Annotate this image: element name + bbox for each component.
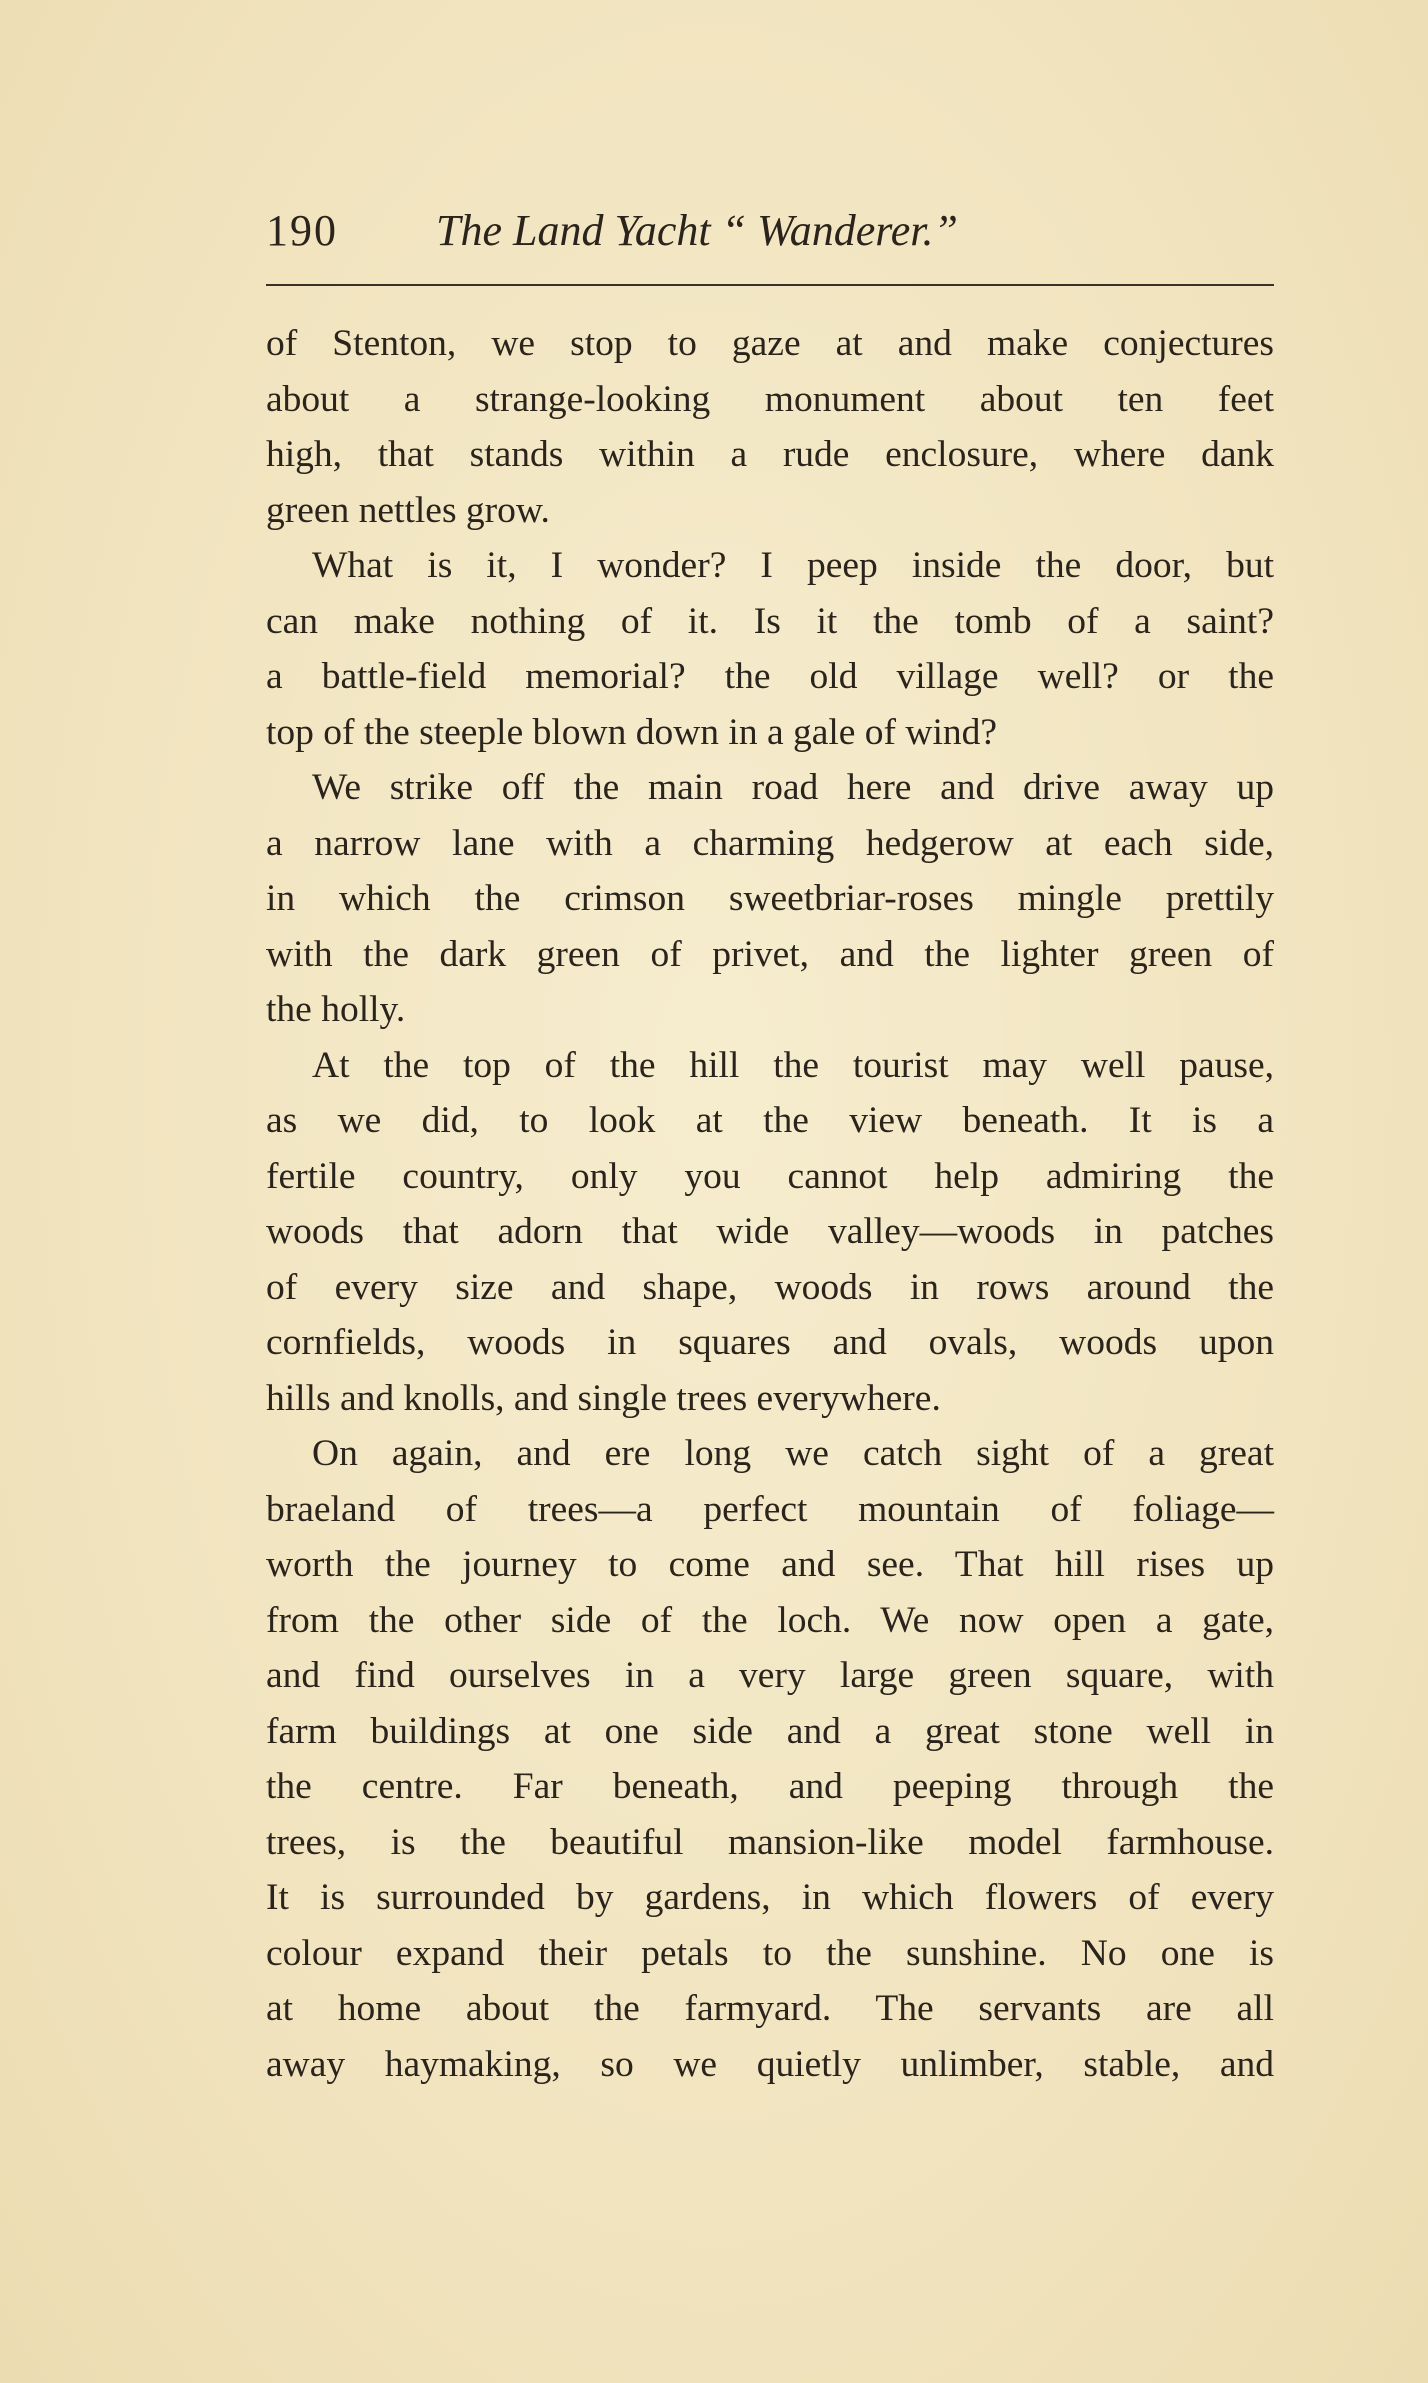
- text-line: green nettles grow.: [266, 489, 550, 531]
- text-line: At the top of the hill the tourist may well pause,: [312, 1044, 1274, 1086]
- text-line: at home about the farmyard. The servants are all: [266, 1988, 1274, 2029]
- text-line: worth the journey to come and see. That hill rises up: [266, 1544, 1274, 1585]
- text-line: We strike off the main road here and drive away up: [312, 767, 1274, 808]
- text-line: as we did, to look at the view beneath. It is a: [266, 1100, 1274, 1141]
- text-line: woods that adorn that wide valley—woods in patches: [266, 1211, 1274, 1252]
- text-line: On again, and ere long we catch sight of a great: [312, 1433, 1274, 1474]
- text-line: from the other side of the loch. We now open a gate,: [266, 1599, 1274, 1641]
- text-line: colour expand their petals to the sunshine. No one is: [266, 1932, 1274, 1974]
- text-line: braeland of trees—a perfect mountain of foliage—: [266, 1488, 1274, 1530]
- text-line: cornfields, woods in squares and ovals, woods upon: [266, 1322, 1274, 1363]
- text-line: about a strange-looking monument about ten feet: [266, 378, 1274, 420]
- text-line: of Stenton, we stop to gaze at and make conjectures: [266, 323, 1274, 364]
- text-line: top of the steeple blown down in a gale of wind?: [266, 711, 998, 753]
- text-line: in which the crimson sweetbriar-roses mingle prettily: [266, 878, 1274, 919]
- text-line: can make nothing of it. Is it the tomb of a saint?: [266, 600, 1274, 642]
- text-line: hills and knolls, and single trees everywhere.: [266, 1377, 941, 1419]
- text-line: What is it, I wonder? I peep inside the door, but: [312, 545, 1274, 586]
- text-line: of every size and shape, woods in rows around the: [266, 1266, 1274, 1308]
- text-line: fertile country, only you cannot help admiring the: [266, 1155, 1274, 1197]
- running-title: The Land Yacht “ Wanderer.”: [436, 206, 959, 255]
- text-line: away haymaking, so we quietly unlimber, stable, and: [266, 2043, 1274, 2085]
- text-line: It is surrounded by gardens, in which flowers of every: [266, 1877, 1274, 1918]
- body-text: [266, 316, 1274, 2092]
- text-line: the centre. Far beneath, and peeping through the: [266, 1766, 1274, 1807]
- running-header: [266, 196, 1274, 266]
- text-line: a battle-field memorial? the old village well? or the: [266, 656, 1274, 697]
- page-number: 190: [266, 206, 338, 255]
- text-line: trees, is the beautiful mansion-like model farmhouse.: [266, 1821, 1274, 1863]
- text-line: with the dark green of privet, and the lighter green of: [266, 933, 1274, 975]
- text-line: farm buildings at one side and a great stone well in: [266, 1710, 1274, 1752]
- text-line: the holly.: [266, 989, 406, 1030]
- text-line: and find ourselves in a very large green square, with: [266, 1655, 1274, 1696]
- text-line: high, that stands within a rude enclosure, where dank: [266, 434, 1274, 475]
- text-line: a narrow lane with a charming hedgerow at each side,: [266, 822, 1274, 864]
- header-rule: [266, 284, 1274, 286]
